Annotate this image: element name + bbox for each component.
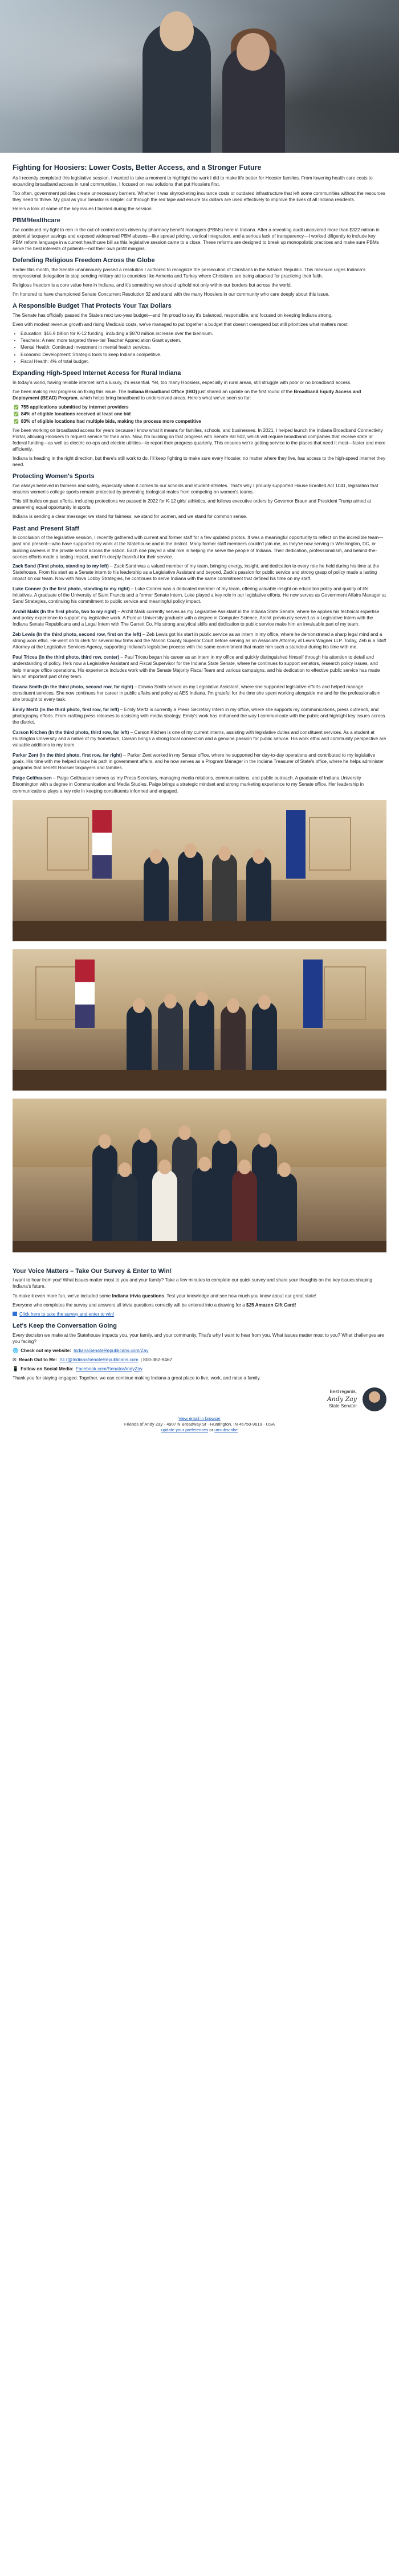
mailing-address: Friends of Andy Zay · 4907 N Broadway St · Huntington, IN 46750-9619 · USA	[124, 1422, 275, 1427]
staff-name: Archit Malik (In the first photo, two to my right)	[13, 609, 116, 614]
link-icon	[13, 1312, 17, 1316]
text-run-bold: Indiana trivia questions	[112, 1293, 164, 1299]
staff-photo	[13, 1099, 386, 1252]
globe-icon: 🌐	[13, 1348, 19, 1353]
staff-text: – Zeb Lewis got his start in public service as an intern in my office, where he demonstrated a sharp legal mind and a strong work ethic. He went on to clerk for several law firms and the Marion County Superior Court before serving as an Associate Attorney at Lewis Wagner LLP. Today, Zeb is a Staff Attorney at the Legislative Services Agency, supporting Indiana's legislative process with the same commitment that made him such a standout during his time with me.	[13, 632, 386, 650]
regards-text: Best regards,	[329, 1389, 357, 1394]
internet-paragraph	[13, 389, 386, 401]
religious-paragraph: Religious freedom is a core value here in Indiana, and it's something we should uphold not only within our borders but across the world.	[13, 283, 292, 288]
intro-paragraph: Here's a look at some of the key issues I tackled during the session:	[13, 206, 153, 212]
staff-photo	[13, 800, 386, 941]
view-in-browser-link[interactable]: View email in browser	[178, 1415, 221, 1421]
survey-link[interactable]: Click here to take the survey and enter to win!	[19, 1311, 115, 1317]
text-run-bold: Broadband Equity Access and Deployment (BEAD) Program	[13, 389, 361, 401]
check-text: 84% of eligible locations received at least one bid	[21, 411, 131, 417]
contact-label: Follow on Social Media:	[21, 1366, 74, 1371]
section-title-pbm: PBM/Healthcare	[13, 217, 60, 224]
staff-text: – Emily Mertz is currently a Press Secretary Intern in my office, where she supports my communications, press outreach, and photography efforts. From crafting press releases to assisting with media strategy, Emily's work has enhanced the way I communicate with the public and highlight key issues across the district.	[13, 707, 385, 725]
staff-bio	[13, 775, 386, 794]
staff-bio	[13, 586, 386, 605]
staff-text: – Paul Triceu began his career as an intern in my office and quickly distinguished himself through his attention to detail and understanding of policy. He's now a Legislative Assistant and Fiscal Supervisor for the Indiana State Senate, where he continues to support senators, research policy issues, and help manage office operations. His experience includes work with the Senate Majority Fiscal Team and various campaigns, and his dedication to effective public service has made him an important part of my team.	[13, 655, 380, 679]
survey-paragraph	[13, 1302, 386, 1308]
website-link[interactable]: IndianaSenateRepublicans.com/Zay	[73, 1348, 149, 1353]
staff-name: Zack Sand (First photo, standing to my left)	[13, 563, 109, 569]
staff-text: – Luke Conner was a dedicated member of my team, offering valuable insight on education policy and quality of life initiatives. A graduate of the University of Saint Francis and a former Senate intern, Luke played a key role in our legislative efforts. He now serves as Government Affairs Manager at Sand Strategies, continuing his commitment to public service and meaningful policy impact.	[13, 586, 386, 604]
staff-name: Luke Conner (In the first photo, standing to my right)	[13, 586, 130, 591]
unsubscribe-link[interactable]: unsubscribe	[214, 1427, 238, 1433]
email-link[interactable]: S17@IndianaSenateRepublicans.com	[59, 1357, 139, 1362]
footer	[0, 1411, 399, 1442]
text-run-bold: Indiana Broadband Office (IBO)	[127, 389, 197, 394]
staff-name: Parker Zent (In the third photo, first row, far right)	[13, 753, 123, 758]
staff-bio	[13, 684, 386, 703]
staff-text: – Parker Zent worked in my Senate office, where he supported her day-to-day operations and contributed to my legislative goals. His time with me helped shape his path in government affairs, and he now serves as a Program Manager in the Indiana Treasurer of State's office, where he helps administer programs that benefit Hoosier taxpayers and families.	[13, 753, 384, 771]
contact-item	[13, 1357, 386, 1363]
budget-list	[13, 330, 386, 364]
text-run: I've been making real progress on fixing this issue. The	[13, 389, 128, 394]
women-paragraph: Indiana is sending a clear message: we stand for fairness, we stand for women, and we stand for common sense.	[13, 514, 247, 520]
contact-label: Check out my website:	[21, 1348, 71, 1353]
signature-name: Andy Zay	[327, 1395, 357, 1403]
connect-paragraph: Every decision we make at the Statehouse impacts you, your family, and your community. That's why I want to hear from you. What issues matter most to you? What challenges are you facing?	[13, 1332, 384, 1344]
check-text: 83% of eligible locations had multiple bids, making the process more competitive	[21, 418, 201, 424]
staff-bio	[13, 729, 386, 748]
section-title-survey: Your Voice Matters – Take Our Survey & Enter to Win!	[13, 1267, 172, 1275]
text-run: Everyone who completes the survey and answers all trivia questions correctly will be entered into a drawing for a	[13, 1302, 247, 1308]
list-item: • Economic Development: Strategic tools to keep Indiana competitive.	[21, 352, 386, 358]
section-title-staff: Past and Present Staff	[13, 525, 79, 532]
survey-paragraph: I want to hear from you! What issues matter most to you and your family? Take a few minutes to complete our quick survey and share your thoughts on the key issues shaping Indiana's future.	[13, 1277, 373, 1289]
staff-bio	[13, 563, 386, 582]
staff-text: – Carson Kitchen is one of my current interns, assisting with legislative duties and constituent services. As a student at Huntington University and a native of my hometown, Carson brings a strong local connection and a genuine passion for public service. His work ethic and community perspective are valuable additions to my team.	[13, 730, 386, 748]
text-run: To make it even more fun, we've included some	[13, 1293, 112, 1299]
check-item	[14, 411, 386, 417]
staff-name: Emily Mertz (In the third photo, first row, far left)	[13, 707, 119, 712]
section-title-religious: Defending Religious Freedom Across the Globe	[13, 257, 155, 264]
avatar	[363, 1387, 386, 1411]
social-icon: 📱	[13, 1366, 19, 1371]
women-paragraph: This bill builds on past efforts, including protections we passed in 2022 for K-12 girls' athletics, and follows executive orders by Governor Braun and President Trump aimed at preserving equal opportunity in sports.	[13, 499, 371, 511]
survey-link-row	[13, 1311, 386, 1317]
staff-text: – Archit Malik currently serves as my Legislative Assistant in the Indiana State Senate, where he applies his technical expertise and policy experience to support my legislative work. A Purdue University graduate with a degree in Computer Science, Archit previously served as a Legislative Intern with the Indiana Senate Republicans and a Legal Intern with The Garrett Co. His strong analytical skills and dedication to public service make him an invaluable part of my team.	[13, 609, 380, 627]
internet-paragraph: Indiana is heading in the right direction, but there's still work to do. I'll keep fighting to make sure every Hoosier, no matter where they live, has access to the high-speed internet they need.	[13, 456, 385, 468]
section-title-budget: A Responsible Budget That Protects Your Tax Dollars	[13, 303, 172, 310]
staff-name: Paige Gelthausen	[13, 775, 52, 781]
section-title-internet: Expanding High-Speed Internet Access for Rural Indiana	[13, 369, 181, 377]
contact-item	[13, 1366, 386, 1372]
check-item	[14, 404, 386, 410]
intro-title: Fighting for Hoosiers: Lower Costs, Better Access, and a Stronger Future	[13, 164, 262, 172]
contact-item	[13, 1348, 386, 1354]
text-run: . Test your knowledge and see how much you know about our great state!	[164, 1293, 316, 1299]
staff-name: Zeb Lewis (In the third photo, second row, first on the left)	[13, 632, 141, 638]
section-title-women: Protecting Women's Sports	[13, 473, 95, 480]
staff-photo	[13, 949, 386, 1091]
staff-name: Dawna Smith (In the third photo, second row, far right)	[13, 684, 133, 689]
intro-paragraph: Too often, government policies create unnecessary barriers. Whether it was skyrocketing insurance costs or outdated infrastructure that left some communities without the resources they need to thrive. My goal as your Senator is simple: cut through the red tape and ensure tax dollars are used effectively to improve the lives of all Indiana residents.	[13, 191, 385, 203]
staff-bio	[13, 707, 386, 725]
signature-role: State Senator	[329, 1403, 357, 1409]
religious-paragraph: I'm honored to have championed Senate Concurrent Resolution 32 and stand with the many Hoosiers in our community who care deeply about this issue.	[13, 292, 329, 297]
internet-paragraph: In today's world, having reliable internet isn't a luxury, it's essential. Yet, too many Hoosiers, especially in rural areas, still struggle with poor or no broadband access.	[13, 379, 352, 385]
intro-paragraph: As I recently completed this legislative session, I wanted to take a moment to highlight the work I did to make life better for Hoosier families. From lowering health care costs to expanding broadband access in rural communities, I focused on real solutions that put Hoosiers first.	[13, 175, 373, 187]
check-text: 755 applications submitted by internet providers	[21, 404, 129, 410]
update-preferences-link[interactable]: update your preferences	[161, 1427, 209, 1433]
staff-bio	[13, 752, 386, 771]
facebook-link[interactable]: Facebook.com/SenatorAndyZay	[76, 1366, 142, 1371]
staff-bio	[13, 654, 386, 679]
signature-text	[327, 1389, 357, 1410]
section-title-connect: Let's Keep the Conversation Going	[13, 1322, 117, 1329]
staff-name: Carson Kitchen (In the third photo, third row, far left)	[13, 730, 129, 735]
text-run-bold: $25 Amazon Gift Card!	[246, 1302, 296, 1308]
staff-text: – Dawna Smith served as my Legislative Assistant, where she supported legislative efforts and helped manage constituent services. She now continues her career in public affairs and policy at AES Indiana. I'm grateful for the time she spent working alongside me and for the professionalism she brought to every task.	[13, 684, 381, 702]
budget-paragraph: Even with modest revenue growth and rising Medicaid costs, we've managed to put together a budget that doesn't overspend but still prioritizes what matters most:	[13, 322, 349, 328]
internet-paragraph: I've been working on broadband access for years because I know what it means for families, schools, and businesses. In 2021, I helped launch the Indiana Broadband Connectivity Portal, allowing Hoosiers to request service for their area. Now, I'm building on that progress with Senate Bill 502, which will require broadband companies that receive state or federal funding—as well as electric co-ops and electric utilities—to report their progress quarterly. This ensures we're getting service to the places that need it most—faster and more efficiently.	[13, 428, 386, 452]
contact-label: Reach Out to Me:	[18, 1357, 58, 1362]
list-item: • Teachers: A new, more targeted three-tier Teacher Appreciation Grant system.	[21, 337, 386, 344]
pbm-paragraph: I've continued my fight to rein in the out-of-control costs driven by pharmacy benefit managers (PBMs) here in Indiana. After a revealing audit uncovered more than $322 million in potential taxpayer savings and exposed widespread PBM abuses—like spread pricing, vertical integration, and a serious lack of transparency—I worked diligently to include key PBM reform language in a current healthcare bill as this legislative session came to a close. These reforms are designed to break up monopolistic practices and make sure PBMs serve the best interests of patients—not their own profit margins.	[13, 227, 380, 252]
list-item: • Education: $16.9 billion for K-12 funding, including a $870 million increase over the biennium.	[21, 330, 386, 337]
staff-text: – Paige Gelthausen serves as my Press Secretary, managing media relations, communications, and public outreach. A graduate of Indiana University Bloomington with a degree in Communication and Media Studies, Paige brings a strategic mindset and strong marketing experience to my Senate office. Her leadership in communications plays a key role in keeping constituents informed and engaged.	[13, 775, 364, 794]
list-item: • Fiscal Health: 4% of total budget.	[21, 358, 386, 365]
check-item	[14, 418, 386, 424]
text-run: just shared an update on the first round of the	[197, 389, 294, 394]
broadband-checklist	[13, 404, 386, 424]
signature	[0, 1384, 399, 1411]
staff-bio	[13, 609, 386, 627]
staff-bio	[13, 631, 386, 650]
text-run: , which helps bring broadband to underserved areas. Here's what we've seen so far:	[77, 395, 251, 401]
religious-paragraph: Earlier this month, the Senate unanimously passed a resolution I authored to recognize the persecution of Christians in the Artsakh Republic. This measure urges Indiana's congressional delegation to stop sending military aid to countries like Armenia and Turkey where Christians are being attacked for practicing their faith.	[13, 267, 366, 279]
women-paragraph: I've always believed in fairness and safety, especially when it comes to our schools and student-athletes. That's why I proudly supported House Enrolled Act 1041, legislation that ensures women's college sports remain protected by preventing biological males from competing on women's teams.	[13, 483, 378, 495]
mail-icon: ✉	[13, 1357, 17, 1362]
survey-paragraph	[13, 1293, 386, 1299]
staff-text: – Zack Sand was a valued member of my team, bringing energy, insight, and dedication to every role he held during his time at the Statehouse. From his start as a Senate intern to his leadership as a Legislative Assistant and beyond, Zack's passion for public service and strong grasp of policy made a lasting impact on our team. Now with Nova Lobby Strategies, he continues to serve Indiana with the same commitment that defined his time on my staff.	[13, 563, 380, 581]
staff-name: Paul Triceu (In the third photo, third row, center)	[13, 655, 120, 660]
main-content	[0, 153, 399, 794]
budget-paragraph: The Senate has officially passed the State's next two-year budget—and I'm proud to say it's balanced, responsible, and focused on keeping Indiana strong.	[13, 313, 333, 319]
hero-photo	[0, 0, 399, 153]
list-item: • Mental Health: Continued investment in mental health services.	[21, 344, 386, 350]
staff-paragraph: In conclusion of the legislative session, I recently gathered with current and former staff for a few updated photos. It was a meaningful opportunity to reflect on the incredible team—past and present—who have supported my work at the Statehouse and in the district. Many former staff members couldn't join me, as they're now serving in Washington, DC, or building careers in the private sector across the nation. Each one played a vital role in helping me serve the people of Indiana. Their dedication, professionalism, and behind-the-scenes efforts made a lasting impact, and I'm deeply thankful for their service.	[13, 535, 384, 560]
connect-paragraph: Thank you for staying engaged. Together, we can continue making Indiana a great place to live, work, and raise a family.	[13, 1375, 261, 1381]
phone-text: | 800-382-9467	[140, 1357, 173, 1362]
survey-section	[0, 1260, 399, 1381]
text-run: or	[208, 1427, 215, 1433]
